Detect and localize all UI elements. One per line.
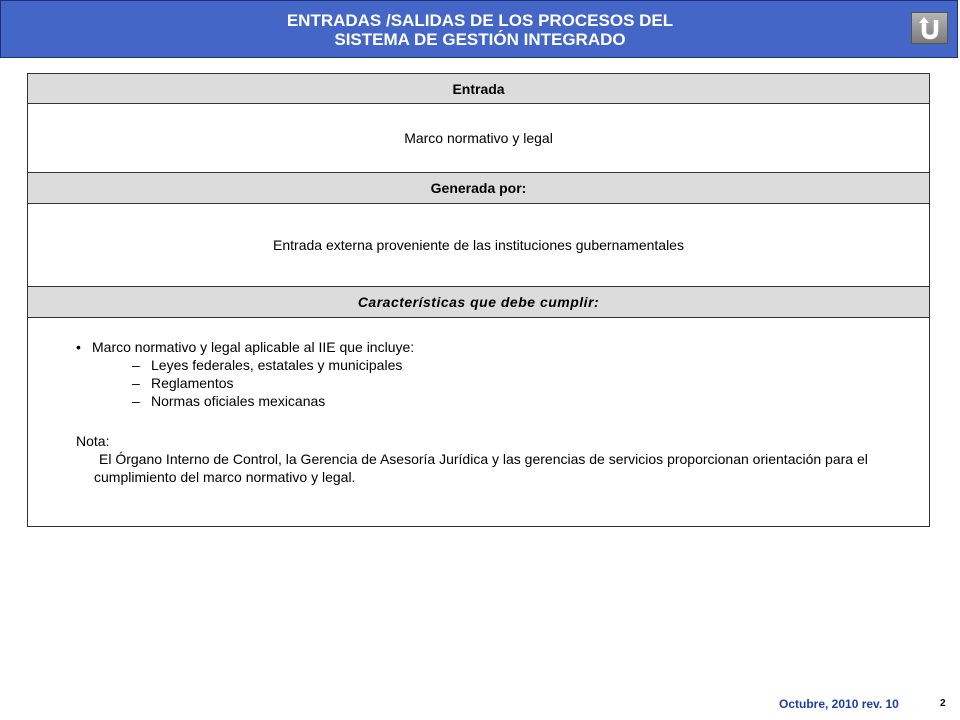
generada-header: Generada por: (28, 173, 929, 204)
dash-icon: – (132, 375, 140, 391)
generada-value: Entrada externa proveniente de las instituciones gubernamentales (28, 204, 929, 287)
note-label: Nota: (76, 433, 110, 449)
footer-date: Octubre, 2010 rev. 10 (779, 697, 899, 711)
return-arrow-icon (917, 16, 943, 40)
sub-item-text: Leyes federales, estatales y municipales (151, 357, 403, 373)
sub-item-text: Reglamentos (151, 375, 234, 391)
page-number: 2 (940, 698, 946, 709)
bullet-icon: • (76, 339, 81, 355)
dash-icon: – (132, 357, 140, 373)
back-button[interactable] (911, 12, 948, 44)
sub-item-text: Normas oficiales mexicanas (151, 393, 326, 409)
process-table (27, 73, 930, 527)
entrada-value: Marco normativo y legal (28, 104, 929, 173)
bullet-text: Marco normativo y legal aplicable al IIE que incluye: (92, 339, 415, 355)
page-title (0, 11, 960, 49)
note-text: El Órgano Interno de Control, la Gerencia de Asesoría Jurídica y las gerencias de servicios proporcionan orientación para el cumplimiento del marco normativo y legal. (94, 451, 868, 485)
caracteristicas-header: Características que debe cumplir: (28, 287, 929, 318)
dash-icon: – (132, 393, 140, 409)
caracteristicas-body (28, 318, 929, 526)
title-line-1: ENTRADAS /SALIDAS DE LOS PROCESOS DEL (286, 11, 674, 30)
title-line-2: SISTEMA DE GESTIÓN INTEGRADO (334, 30, 626, 49)
entrada-header: Entrada (28, 74, 929, 104)
